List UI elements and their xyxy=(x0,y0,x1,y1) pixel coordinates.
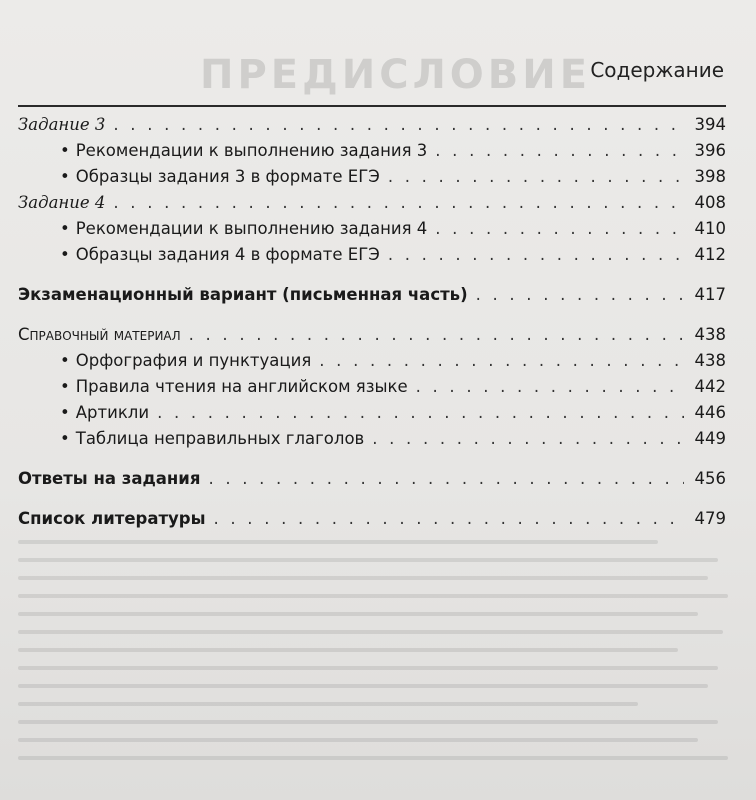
toc-entry-page-number: 449 xyxy=(694,429,726,448)
toc-entry-page-number: 396 xyxy=(694,141,726,160)
toc-entry-label: Артикли xyxy=(75,403,150,422)
bullet-icon: • xyxy=(60,351,70,370)
toc-entry xyxy=(18,242,726,268)
toc-entry-label: Задание 4 xyxy=(18,193,106,212)
toc-entry-page-number: 438 xyxy=(694,325,726,344)
dot-leader xyxy=(157,400,684,426)
toc-entry-label: Орфография и пунктуация xyxy=(75,351,312,370)
toc-entry-label: Справочный материал xyxy=(18,325,181,344)
show-through-text xyxy=(0,540,756,800)
dot-leader xyxy=(189,322,684,348)
show-through-heading: ПРЕДИСЛОВИЕ xyxy=(200,52,592,98)
toc-entry xyxy=(18,506,726,532)
table-of-contents xyxy=(18,112,726,532)
page-title: Содержание xyxy=(590,58,724,82)
toc-entry-label: Список литературы xyxy=(18,509,206,528)
dot-leader xyxy=(372,426,684,452)
toc-entry xyxy=(18,164,726,190)
dot-leader xyxy=(319,348,684,374)
bullet-icon: • xyxy=(60,141,70,160)
toc-entry-page-number: 417 xyxy=(694,285,726,304)
dot-leader xyxy=(388,242,684,268)
header-rule xyxy=(18,105,726,107)
bullet-icon: • xyxy=(60,403,70,422)
toc-entry-page-number: 442 xyxy=(694,377,726,396)
bullet-icon: • xyxy=(60,219,70,238)
toc-entry-label: Таблица неправильных глаголов xyxy=(75,429,365,448)
toc-entry xyxy=(18,374,726,400)
dot-leader xyxy=(388,164,684,190)
dot-leader xyxy=(113,190,684,216)
dot-leader xyxy=(416,374,684,400)
toc-entry-label: Образцы задания 3 в формате ЕГЭ xyxy=(75,167,380,186)
toc-entry xyxy=(18,400,726,426)
toc-entry-label: Задание 3 xyxy=(18,115,106,134)
dot-leader xyxy=(435,138,684,164)
dot-leader xyxy=(476,282,684,308)
toc-entry-page-number: 410 xyxy=(694,219,726,238)
toc-entry-page-number: 412 xyxy=(694,245,726,264)
toc-entry-page-number: 456 xyxy=(694,469,726,488)
bullet-icon: • xyxy=(60,245,70,264)
toc-entry-label: Рекомендации к выполнению задания 3 xyxy=(75,141,428,160)
toc-entry-page-number: 398 xyxy=(694,167,726,186)
toc-entry-page-number: 446 xyxy=(694,403,726,422)
toc-entry-label: Рекомендации к выполнению задания 4 xyxy=(75,219,428,238)
toc-entry xyxy=(18,282,726,308)
toc-entry xyxy=(18,426,726,452)
toc-entry xyxy=(18,216,726,242)
bullet-icon: • xyxy=(60,377,70,396)
toc-entry xyxy=(18,348,726,374)
toc-entry xyxy=(18,138,726,164)
dot-leader xyxy=(214,506,684,532)
toc-entry-page-number: 479 xyxy=(694,509,726,528)
toc-entry-page-number: 394 xyxy=(694,115,726,134)
dot-leader xyxy=(208,466,684,492)
dot-leader xyxy=(113,112,684,138)
toc-entry-label: Ответы на задания xyxy=(18,469,201,488)
toc-entry-label: Правила чтения на английском языке xyxy=(75,377,408,396)
toc-entry-label: Образцы задания 4 в формате ЕГЭ xyxy=(75,245,380,264)
toc-entry xyxy=(18,112,726,138)
toc-entry-label: Экзаменационный вариант (письменная часть) xyxy=(18,285,468,304)
toc-entry-page-number: 438 xyxy=(694,351,726,370)
bullet-icon: • xyxy=(60,429,70,448)
toc-entry xyxy=(18,190,726,216)
dot-leader xyxy=(435,216,684,242)
toc-entry-page-number: 408 xyxy=(694,193,726,212)
toc-entry xyxy=(18,466,726,492)
bullet-icon: • xyxy=(60,167,70,186)
toc-entry xyxy=(18,322,726,348)
